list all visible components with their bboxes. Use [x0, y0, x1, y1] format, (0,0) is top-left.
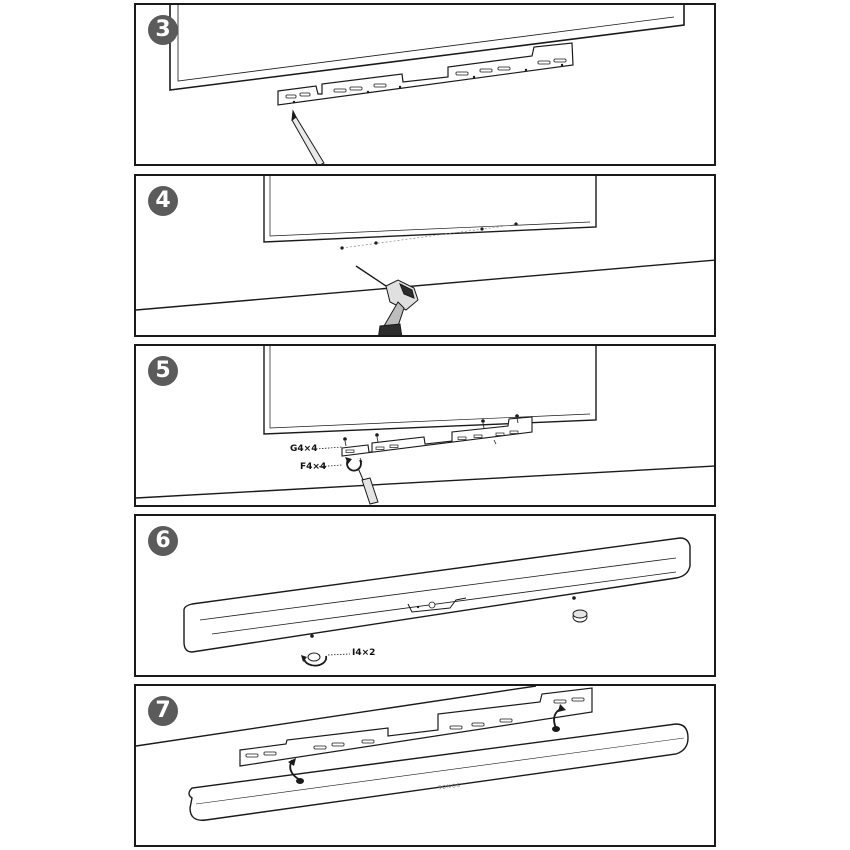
step-7-illustration — [136, 686, 716, 847]
step-6-panel — [134, 514, 716, 677]
level-guide-line — [342, 224, 520, 248]
step-number-badge: 3 — [148, 15, 178, 45]
step-3-illustration — [136, 5, 716, 166]
wall-edge — [136, 466, 716, 498]
brand-logo-text: SONOS — [437, 782, 462, 792]
step-number-badge: 6 — [148, 526, 178, 556]
step-6-illustration — [136, 516, 716, 677]
wall-edge — [136, 260, 716, 310]
drill-illustration — [356, 266, 418, 337]
soundbar — [189, 724, 688, 820]
step-number-badge: 5 — [148, 356, 178, 386]
step-4-panel — [134, 174, 716, 337]
step-number-badge: 7 — [148, 696, 178, 726]
stud-callout-i4: I4×2 — [352, 648, 376, 658]
screw-callout-g4: G4×4 — [290, 444, 318, 454]
tv-frame — [264, 176, 596, 242]
step-4-illustration — [136, 176, 716, 337]
mounting-bracket — [278, 43, 573, 105]
step-3-panel — [134, 3, 716, 166]
mounting-bracket — [342, 417, 532, 456]
step-number-badge: 4 — [148, 186, 178, 216]
soundbar — [184, 538, 690, 652]
step-5-illustration — [136, 346, 716, 507]
screw-callout-f4: F4×4 — [300, 462, 327, 472]
pencil — [292, 111, 324, 166]
step-7-panel — [134, 684, 716, 847]
step-5-panel — [134, 344, 716, 507]
